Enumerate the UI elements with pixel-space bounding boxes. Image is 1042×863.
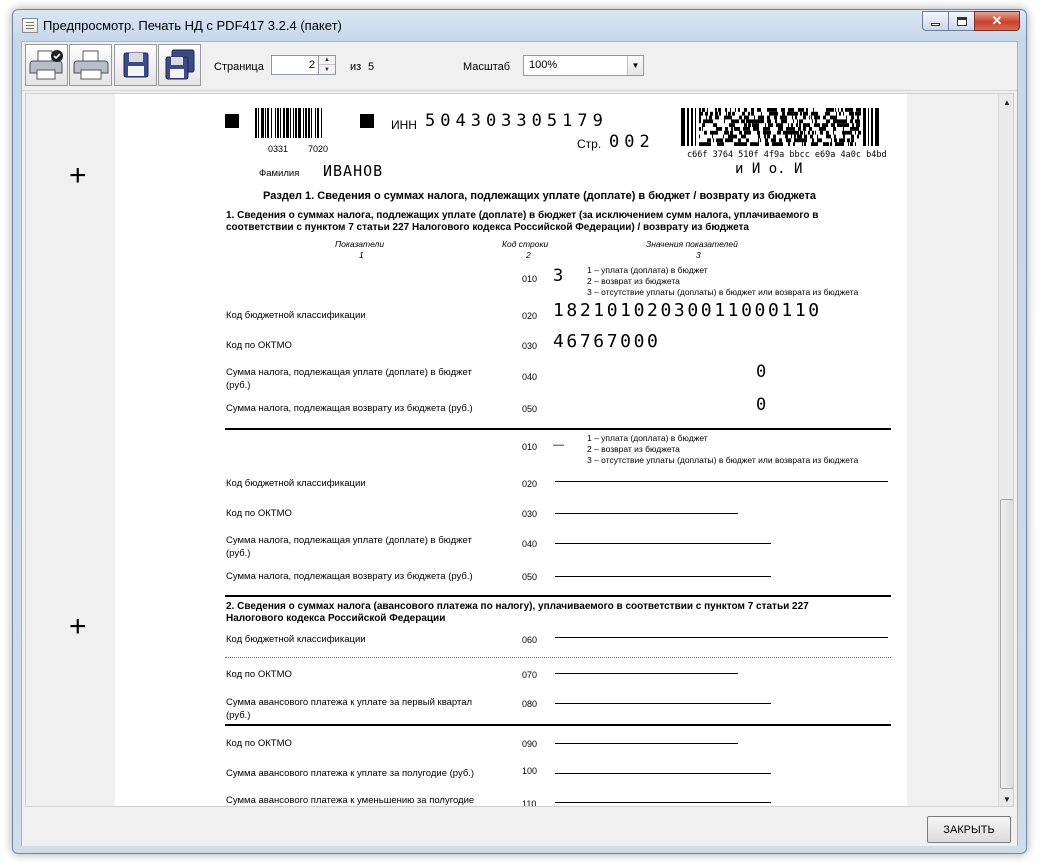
of-label: из [350, 61, 362, 73]
advance-half-field-line [555, 773, 771, 774]
tax-refund-field-line [555, 576, 771, 577]
barcode-number-2: 7020 [308, 144, 329, 154]
scroll-down-icon[interactable]: ▼ [1003, 794, 1011, 804]
oktmo-field-line [555, 673, 738, 674]
kbk-label: Код бюджетной классификации [226, 310, 366, 321]
app-icon [22, 18, 38, 33]
section-title: Раздел 1. Сведения о суммах налога, подлежащих уплате (доплате) в бюджет / возврату из бюджета [263, 190, 816, 202]
client-area [21, 41, 1018, 846]
printer-icon [73, 48, 109, 82]
window-title: Предпросмотр. Печать НД с PDF417 3.2.4 (пакет) [43, 18, 342, 33]
advance-q1-field-line [555, 703, 771, 704]
scroll-up-icon[interactable]: ▲ [1003, 97, 1011, 107]
tax-pay-label: Сумма налога, подлежащая уплате (доплате) в бюджет (руб.) [226, 535, 472, 559]
inn-value: 504303305179 [425, 111, 608, 131]
zoom-label: Масштаб [463, 61, 511, 73]
title-bar[interactable] [13, 10, 1026, 40]
page-num-label: Стр. [577, 137, 602, 151]
bottom-bar [22, 809, 1017, 846]
tax-refund-value: 0 [756, 395, 767, 415]
kbk-field-line [555, 637, 888, 638]
minimize-icon [931, 23, 940, 26]
oktmo-label: Код по ОКТМО [226, 669, 292, 680]
surname-value: ИВАНОВ [323, 162, 384, 180]
page-num-value: 002 [609, 132, 655, 152]
close-icon: ✕ [991, 13, 1003, 28]
zoom-select[interactable] [523, 55, 644, 76]
page-label: Страница [214, 61, 264, 73]
total-pages: 5 [368, 61, 375, 73]
oktmo-2-field-line [555, 743, 738, 744]
inn-label: ИНН [391, 118, 417, 132]
advance-half-label: Сумма авансового платежа к уплате за полугодие (руб.) [226, 768, 475, 779]
divider [225, 428, 891, 430]
floppy-disk-icon [120, 49, 152, 81]
subsection-2-title: 2. Сведения о суммах налога (авансового платежа по налогу), уплачиваемого в соответствии с пунктом 7 статьи 227 Налогового кодекса Российской Федерации [226, 601, 809, 624]
code-010: 010 [522, 442, 538, 452]
marker-square [225, 114, 239, 128]
kbk-label: Код бюджетной классификации [226, 634, 366, 645]
pdf417-hash: c66f 3764 510f 4f9a bbcc e69a 4a0c b4bd [687, 150, 887, 160]
col-values-num: 3 [696, 250, 701, 260]
multiple-floppy-icon [163, 48, 197, 82]
kbk-value: 18210102030011000110 [553, 300, 822, 321]
oktmo-label: Код по ОКТМО [226, 340, 292, 351]
col-line-code: Код строки [502, 239, 549, 249]
oktmo-2-label: Код по ОКТМО [226, 738, 292, 749]
spin-up-icon[interactable]: ▲ [319, 56, 335, 65]
surname-label: Фамилия [259, 168, 300, 179]
code-050: 050 [522, 572, 538, 582]
tax-pay-field-line [555, 543, 771, 544]
code-030: 030 [522, 341, 538, 351]
divider [225, 724, 891, 726]
toolbar [22, 42, 1017, 91]
code-060: 060 [522, 635, 538, 645]
print-button[interactable] [69, 44, 112, 86]
spin-down-icon[interactable]: ▼ [324, 66, 330, 73]
page-spinner[interactable] [319, 55, 336, 75]
tax-refund-label: Сумма налога, подлежащая возврату из бюджета (руб.) [226, 571, 473, 582]
option-3: 3 – отсутствие уплаты (доплаты) в бюджет или возврата из бюджета [587, 455, 859, 465]
advance-half-dec-label: Сумма авансового платежа к уменьшению за полугодие [226, 795, 475, 806]
code-020: 020 [522, 479, 538, 489]
code-090: 090 [522, 739, 538, 749]
kbk-field-line [555, 481, 888, 482]
option-1: 1 – уплата (доплата) в бюджет [587, 433, 708, 443]
col-line-code-num: 2 [526, 250, 531, 260]
printer-check-icon [29, 48, 65, 82]
option-2: 2 – возврат из бюджета [587, 444, 680, 454]
dotted-separator [225, 657, 891, 658]
value-010: 3 [553, 266, 564, 286]
marker-square [360, 114, 374, 128]
barcode-number-1: 0331 [268, 144, 289, 154]
col-indicators-num: 1 [359, 250, 364, 260]
preview-viewport[interactable] [25, 93, 1014, 807]
subsection-1-title: 1. Сведения о суммах налога, подлежащих уплате (доплате) в бюджет (за исключением сумм налога, уплачиваемого в соответствии с пунктом 7 статьи 227 Налогового кодекса Российской Федерации) / возврату из бюджета [226, 210, 819, 233]
advance-q1-label: Сумма авансового платежа к уплате за первый квартал (руб.) [226, 697, 473, 721]
kbk-label: Код бюджетной классификации [226, 478, 366, 489]
divider [225, 595, 891, 597]
code-100: 100 [522, 766, 538, 776]
tax-pay-value: 0 [756, 362, 767, 382]
oktmo-label: Код по ОКТМО [226, 508, 292, 519]
crosshair-mark: + [69, 159, 87, 192]
code-040: 040 [522, 539, 538, 549]
code-050: 050 [522, 404, 538, 414]
save-button[interactable] [114, 44, 157, 86]
scrollbar-thumb[interactable] [1000, 499, 1014, 789]
barcode-1d [255, 108, 322, 138]
preview-window [12, 9, 1027, 854]
maximize-button[interactable] [948, 11, 974, 31]
col-values: Значения показателей [646, 239, 738, 249]
option-2: 2 – возврат из бюджета [587, 276, 680, 286]
print-default-button[interactable] [25, 44, 68, 86]
chevron-down-icon[interactable]: ▼ [627, 56, 643, 75]
code-110: 110 [522, 799, 537, 807]
save-all-button[interactable] [158, 44, 201, 86]
vertical-scrollbar[interactable] [998, 94, 1014, 807]
pdf417-barcode [681, 108, 879, 146]
dash-010: — [553, 439, 564, 451]
option-1: 1 – уплата (доплата) в бюджет [587, 265, 708, 275]
oktmo-field-line [555, 513, 738, 514]
zoom-value: 100% [529, 59, 558, 71]
code-070: 070 [522, 670, 538, 680]
initials: и И о. И [735, 161, 803, 177]
crosshair-mark: + [69, 610, 87, 643]
caption-buttons [922, 11, 1020, 31]
code-020: 020 [522, 311, 538, 321]
tax-pay-label: Сумма налога, подлежащая уплате (доплате) в бюджет (руб.) [226, 367, 472, 391]
maximize-icon [957, 17, 967, 26]
col-indicators: Показатели [335, 239, 385, 249]
close-button[interactable]: ЗАКРЫТЬ [927, 816, 1011, 843]
code-030: 030 [522, 509, 538, 519]
code-010: 010 [522, 274, 538, 284]
close-window-button[interactable] [974, 11, 1020, 31]
code-040: 040 [522, 372, 538, 382]
oktmo-value: 46767000 [553, 331, 661, 352]
minimize-button[interactable] [922, 11, 948, 31]
option-3: 3 – отсутствие уплаты (доплаты) в бюджет или возврата из бюджета [587, 287, 859, 297]
document-page [69, 94, 907, 807]
tax-refund-label: Сумма налога, подлежащая возврату из бюджета (руб.) [226, 403, 473, 414]
page-number-input[interactable] [271, 55, 319, 75]
advance-half-dec-field-line [555, 802, 771, 803]
code-080: 080 [522, 699, 538, 709]
